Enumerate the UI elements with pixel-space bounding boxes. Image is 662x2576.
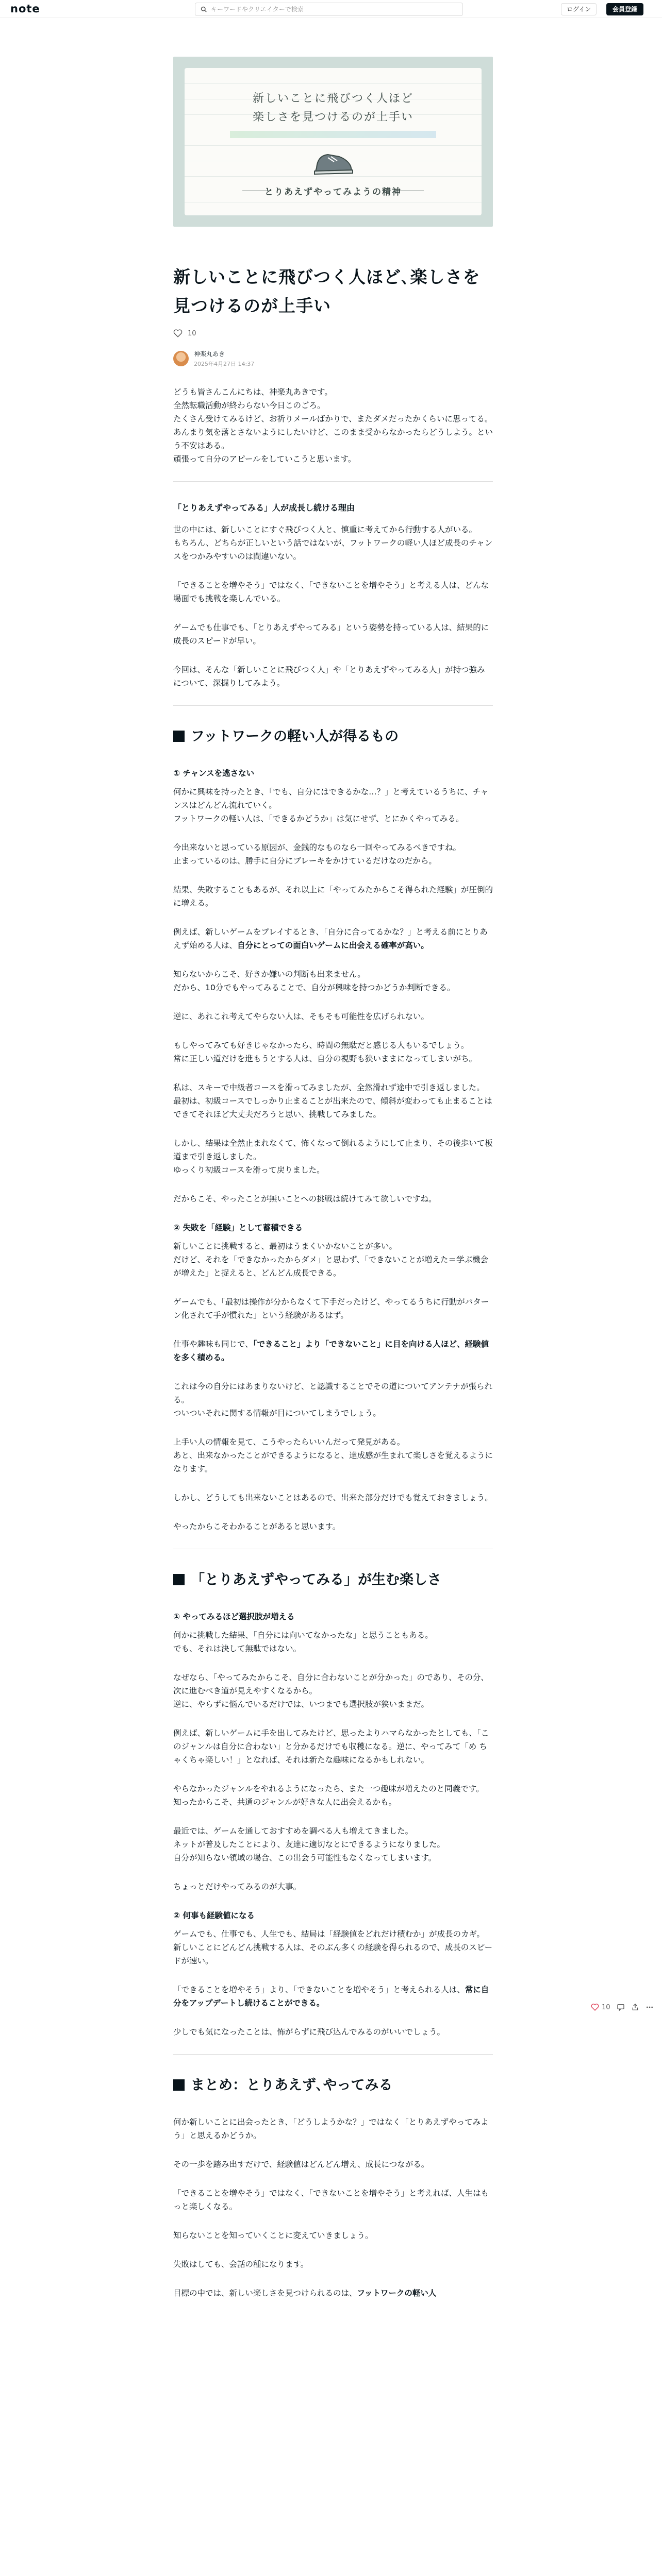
intro-line: 頑張って自分のアピールをしていこうと思います。 [173,454,356,464]
section1-heading: フットワークの軽い人が得るもの [173,727,493,746]
paragraph: 知らないことを知っていくことに変えていきましょう。 [173,2231,373,2240]
eyecatch-title-line1: 新しいことに飛びつく人ほど [252,92,413,105]
heart-icon[interactable] [173,329,183,338]
eyecatch-title [185,90,482,127]
section2-sub1: ① やってみるほど選択肢が増える [173,1612,295,1621]
paragraph: 最近では、ゲームを通しておすすめを調べる人も増えてきました。 ネットが普及したことにより、友達に適切なとにできるようになりました。 自分が知らない領域の場合、この出会う可能性もなくなってしまいます。 [173,1826,445,1862]
paragraph: 例えば、新しいゲームに手を出してみたけど、思ったよりハマらなかったとしても、「このジャンルは自分に合わない」と分かるだけでも収穫になる。逆に、やってみて「め ちゃくちゃ楽しい！」となれば、それは新たな趣味になるかもしれない。 [173,1728,489,1765]
section3-heading: まとめ：とりあえず､やってみる [173,2076,493,2095]
intro-paragraph [173,385,493,466]
watercolor-wash [230,131,436,138]
author-name[interactable]: 神楽丸あき [194,350,225,358]
paragraph: 私は、スキーで中級者コースを滑ってみましたが、全然滑れず途中で引き返しました。 最初は、初級コースでしっかり止まることが出来たので、傾斜が変わっても止まることはできてそれほど大丈夫だろうと思い、挑戦してみました。 [173,1083,492,1119]
floating-action-bar [591,2003,660,2011]
paragraph: ゲームでも、「最初は操作が分からなくて下手だったけど、やってるうちに行動がパターン化されて手が慣れた」という経験があるはず。 [173,1297,489,1320]
paragraph: 世の中には、新しいことにすぐ飛びつく人と、慎重に考えてから行動する人がいる。 もちろん、どちらが正しいという話ではないが、フットワークの軽い人ほど成長のチャンスをつかみやすいのは間違いない。 [173,525,493,561]
intro-line: どうも皆さんこんにちは、神楽丸あきです。 [173,387,333,397]
note-logo[interactable]: note [10,3,40,15]
paragraph: その一歩を踏み出すだけで、経験値はどんどん増え、成長につながる。 [173,2160,429,2169]
paragraph: ゲームでも、仕事でも、人生でも、結局は「経験値をどれだけ積むか」が成長のカギ。 新しいことにどんどん挑戦する人は、そのぶん多くの経験を得られるので、成長のスピードが速い。 [173,1929,493,1965]
divider [173,705,493,706]
eyecatch-image [173,57,493,227]
paragraph: しかし、どうしても出来ないことはあるので、出来た部分だけでも覚えておきましょう。 [173,1493,493,1502]
publish-date: 2025年4月27日 14:37 [194,361,255,367]
paragraph: 「できることを増やそう」ではなく、「できないことを増やそう」と考えれば、人生はもっと楽しくなる。 [173,2189,489,2211]
shoe-illustration-icon [307,144,359,177]
paragraph: 例えば、新しいゲームをプレイするとき、「自分に合ってるかな？」と考える前にとりあえず始める人は、自分にとっての面白いゲームに出会える確率が高い。 [173,927,488,950]
like-row [173,329,493,338]
more-icon[interactable] [646,2003,654,2011]
eyecatch-card [185,68,482,215]
paragraph: 上手い人の情報を見て、こうやったらいいんだって発見がある。 あと、出来なかったことができるようになると、達成感が生まれて楽しさを覚えるようになります。 [173,1437,493,1473]
author-avatar[interactable] [173,351,189,366]
article-body [173,385,493,2300]
paragraph: 結果、失敗することもあるが、それ以上に「やってみたからこそ得られた経験」が圧倒的に増える。 [173,885,493,908]
paragraph: 何か新しいことに出会ったとき、「どうしようかな？」ではなく「とりあえずやってみよう」と思えるかどうか。 [173,2117,489,2140]
paragraph: やったからこそわかることがあると思います。 [173,1522,341,1531]
site-header [0,0,662,18]
paragraph: 仕事や趣味も同じで、「できること」より「できないこと」に目を向ける人ほど、経験値を多く積める。 [173,1340,489,1362]
paragraph: なぜなら、「やってみたからこそ、自分に合わないことが分かった」のであり、その分、次に進むべき道が見えやすくなるから。 逆に、やらずに悩んでいるだけでは、いつまでも選択肢が狭いままだ。 [173,1673,489,1709]
article-title: 新しいことに飛びつく人ほど､楽しさを見つけるのが上手い [173,267,481,316]
eyecatch-title-line2: 楽しさを見つけるのが上手い [252,111,413,124]
article [173,57,493,2315]
paragraph: 少しでも気になったことは、怖がらずに飛び込んでみるのがいいでしょう。 [173,2027,445,2037]
paragraph: しかし、結果は全然止まれなくて、怖くなって倒れるようにして止まり、その後歩いて板道まで引き返しました。 ゆっくり初級コースを滑って戻りました。 [173,1139,493,1175]
section2-sub2: ② 何事も経験値になる [173,1911,255,1920]
search-input[interactable] [211,6,458,13]
paragraph: 何かに挑戦した結果、「自分には向いてなかったな」と思うこともある。 でも、それは決して無駄ではない。 [173,1631,433,1653]
paragraph: やらなかったジャンルをやれるようになったら、また一つ趣味が増えたのと同義です。 知ったからこそ、共通のジャンルが好きな人に出会えるかも。 [173,1784,484,1807]
paragraph: 失敗はしても、会話の種になります。 [173,2260,309,2269]
section1-sub2: ② 失敗を「経験」として蓄積できる [173,1223,303,1232]
author-block[interactable] [173,349,493,368]
search-icon [201,6,207,12]
search-box[interactable] [195,3,463,16]
divider [173,2054,493,2055]
section0-heading: 「とりあえずやってみる」人が成長し続ける理由 [173,503,355,513]
paragraph: 「できることを増やそう」より、「できないことを増やそう」と考えられる人は、常に自分をアップデートし続けることができる。 [173,1985,489,2008]
share-icon[interactable] [631,2003,639,2011]
paragraph: 新しいことに挑戦すると、最初はうまくいかないことが多い。 だけど、それを「できなかったからダメ」と思わず、「できないことが増えた＝学ぶ機会が増えた」と捉えると、どんどん成長できる。 [173,1242,489,1278]
paragraph: 知らないからこそ、好きか嫌いの判断も出来ません。 だから、10分でもやってみることで、自分が興味を持つかどうか判断できる。 [173,970,455,992]
comment-icon[interactable] [617,2003,625,2011]
section1-sub1: ① チャンスを逃さない [173,769,255,778]
paragraph: 今回は、そんな「新しいことに飛びつく人」や「とりあえずやってみる人」が持つ強みについて、深掘りしてみよう。 [173,665,485,688]
paragraph: 何かに興味を持ったとき、「でも、自分にはできるかな…？」と考えているうちに、チャンスはどんどん流れていく。 フットワークの軽い人は、「できるかどうか」は気にせず、とにかくやってみる。 [173,787,489,823]
paragraph: 逆に、あれこれ考えてやらない人は、そもそも可能性を広げられない。 [173,1012,429,1021]
like-count[interactable]: 10 [188,329,196,337]
paragraph: もしやってみても好きじゃなかったら、時間の無駄だと感じる人もいるでしょう。 常に正しい道だけを進もうとする人は、自分の視野も狭いままになってしまいがち。 [173,1041,477,1063]
paragraph: ゲームでも仕事でも、「とりあえずやってみる」という姿勢を持っている人は、結果的に成長のスピードが早い。 [173,623,489,646]
intro-line: たくさん受けてみるけど、お祈りメールばかりで、またダメだったかくらいに思ってる。 [173,414,493,423]
intro-line: あんまり気を落とさないようにしたいけど、このまま受からなかったらどうしよう。という不安はある。 [173,428,493,450]
paragraph: これは今の自分にはあまりないけど、と認識することでその道についてアンテナが張られる。 ついついそれに関する情報が目についてしまうでしょう。 [173,1382,493,1418]
paragraph: 「できることを増やそう」ではなく、「できないことを増やそう」と考える人は、どんな場面でも挑戦を楽しんでいる。 [173,581,489,603]
paragraph: 目標の中では、新しい楽しさを見つけられるのは、フットワークの軽い人 [173,2289,437,2298]
paragraph: ちょっとだけやってみるのが大事。 [173,1882,302,1891]
divider [173,481,493,482]
paragraph: 今出来ないと思っている原因が、金銭的なものなら一回やってみるべきですね。 止まっているのは、勝手に自分にブレーキをかけているだけなのだから。 [173,843,461,866]
intro-line: 全然転職活動が終わらない今日このごろ。 [173,401,325,410]
eyecatch-subtitle: とりあえずやってみようの精神 [264,187,402,197]
paragraph: だからこそ、やったことが無いことへの挑戦は続けてみて欲しいですね。 [173,1194,437,1204]
signup-button[interactable]: 会員登録 [606,3,643,15]
section2-heading: 「とりあえずやってみる」が生む楽しさ [173,1571,493,1589]
floating-like-count[interactable]: 10 [602,2003,610,2011]
heart-icon[interactable] [591,2003,599,2011]
login-button[interactable]: ログイン [561,3,597,15]
